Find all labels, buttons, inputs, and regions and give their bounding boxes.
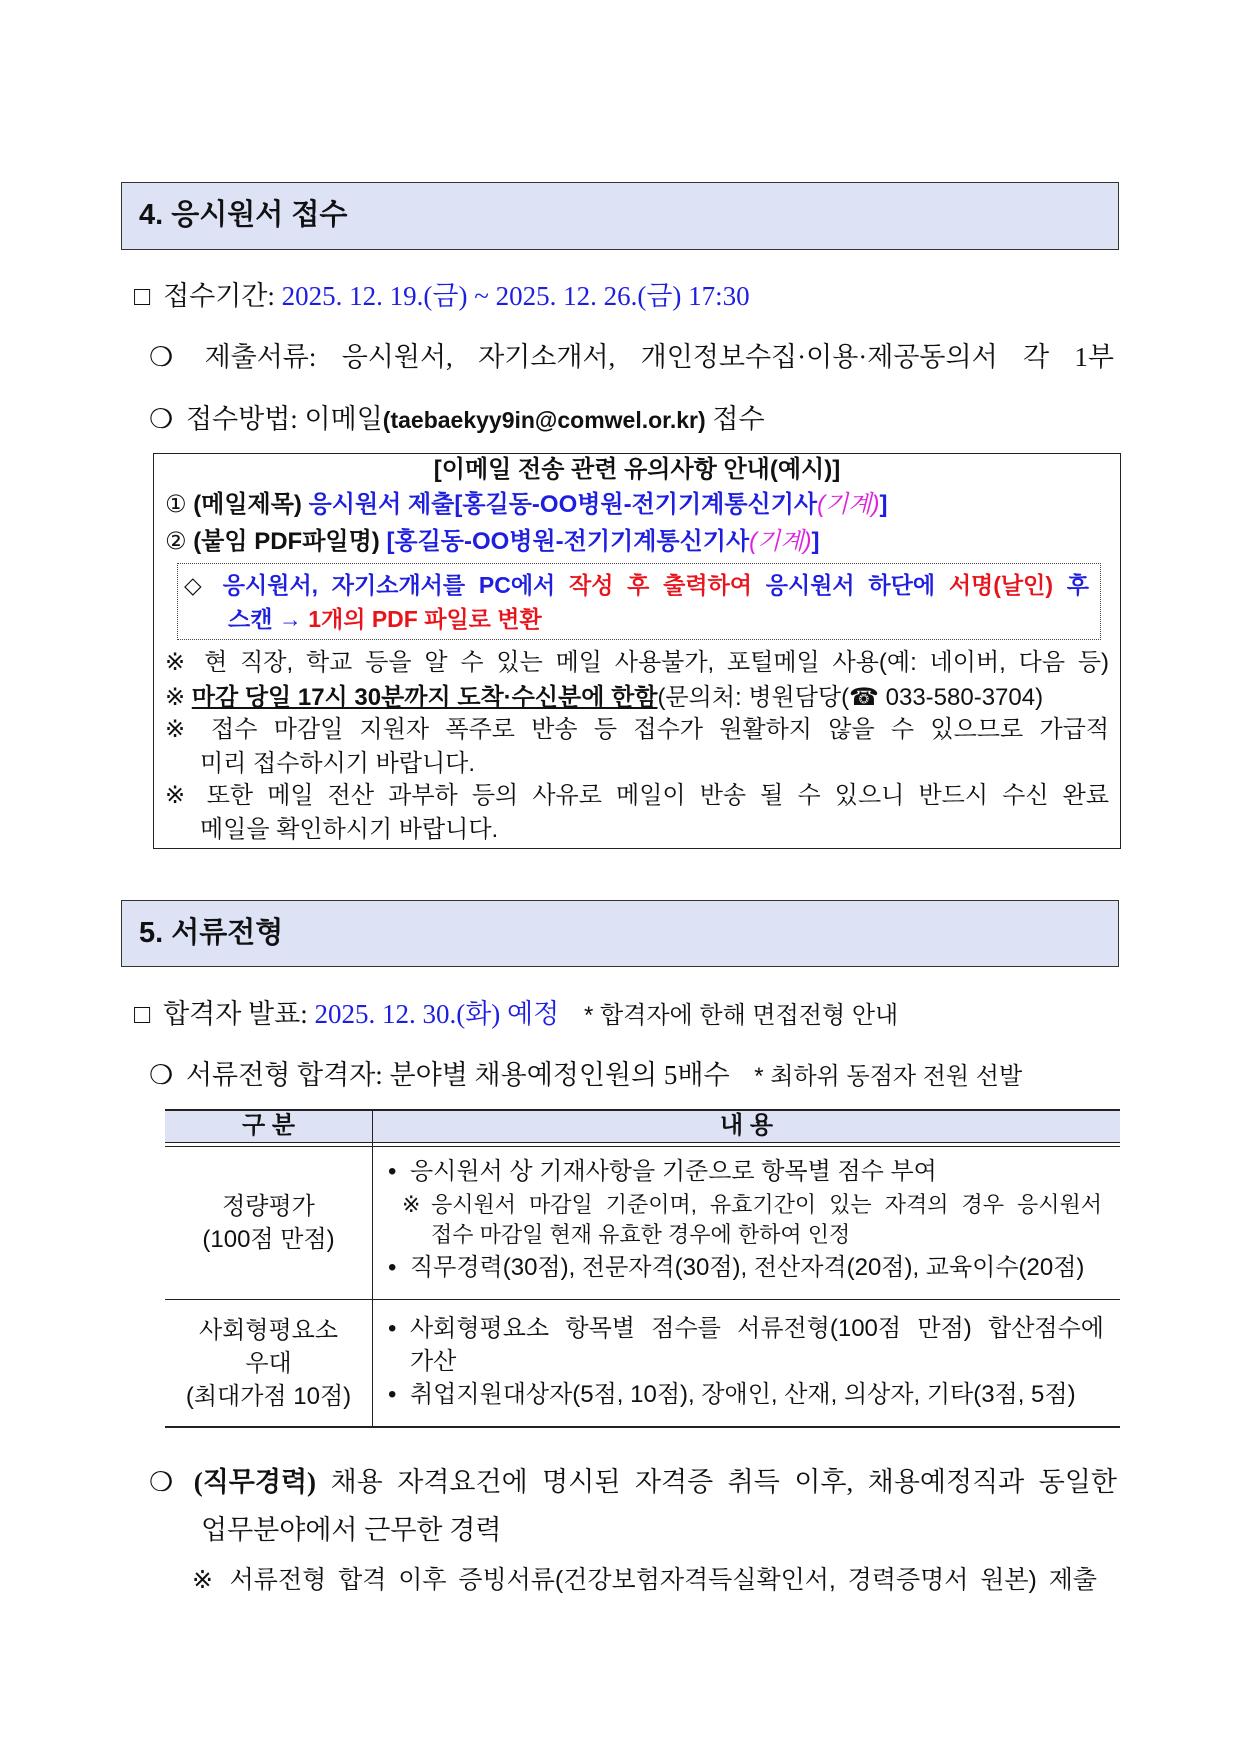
scan-tip-line-1 xyxy=(184,568,1089,602)
receipt-period-line xyxy=(134,276,750,316)
submission-documents-text: 제출서류: 응시원서, 자기소개서, 개인정보수집·이용·제공동의서 각 1부 xyxy=(204,342,1115,372)
circle-bullet-icon: ❍ xyxy=(149,1467,174,1497)
screening-criteria-table xyxy=(165,1109,1120,1429)
screening-passers-note: * 최하위 동점자 전원 선발 xyxy=(754,1063,1023,1090)
section-4-title: 4. 응시원서 접수 xyxy=(139,199,348,231)
bullet-mark: • xyxy=(388,1158,397,1185)
table-bottom-rule xyxy=(165,1426,1120,1428)
table-row-2-item: 사회형평요소 항목별 점수를 서류전형(100점 만점) 합산점수에 xyxy=(410,1315,1104,1342)
reference-mark: ※ xyxy=(165,684,186,711)
category-line: (100점 만점) xyxy=(202,1226,335,1253)
proof-documents-line xyxy=(192,1562,1097,1598)
table-header-category: 구 분 xyxy=(241,1112,296,1139)
announcement-label: 합격자 발표: xyxy=(163,999,308,1029)
announcement-note: * 합격자에 한해 면접전형 안내 xyxy=(583,1002,899,1029)
tip-segment: 작성 후 출력하여 xyxy=(569,572,753,598)
reference-mark: ※ xyxy=(402,1192,421,1217)
notice-note xyxy=(165,713,1109,747)
bullet-mark: • xyxy=(388,1315,397,1342)
receipt-method-label: 접수방법: 이메일 xyxy=(185,404,383,434)
reference-mark: ※ xyxy=(165,716,195,743)
notice-note xyxy=(165,646,1109,680)
mail-subject-value: 응시원서 제출[홍길동-OO병원-전기기계통신기사 xyxy=(308,491,818,518)
notice-note-text: 또한 메일 전산 과부하 등의 사유로 메일이 반송 될 수 있으니 반드시 수신 완료 xyxy=(206,782,1110,809)
section-5-header xyxy=(121,900,1119,967)
bullet-mark: • xyxy=(388,1381,397,1408)
item-label: (메일제목) xyxy=(193,491,302,518)
tip-segment: 응시원서 하단에 xyxy=(765,572,936,598)
proof-documents-text: 서류전형 합격 이후 증빙서류(건강보험자격득실확인서, 경력증명서 원본) 제출 xyxy=(229,1566,1097,1594)
tip-segment: 서명(날인) xyxy=(948,572,1054,598)
screening-passers-text: 서류전형 합격자: 분야별 채용예정인원의 5배수 xyxy=(185,1060,730,1090)
square-bullet-icon: □ xyxy=(134,999,151,1029)
circle-bullet-icon: ❍ xyxy=(149,342,174,372)
bracket-close: ] xyxy=(879,491,888,518)
notice-note-deadline xyxy=(165,681,1043,715)
table-row-1-category xyxy=(165,1147,372,1299)
item-number: ① xyxy=(165,491,187,518)
table-header-content: 내 용 xyxy=(719,1112,774,1139)
receipt-method-line xyxy=(149,399,765,439)
table-row-1-note: 응시원서 마감일 기준이며, 유효기간이 있는 자격의 경우 응시원서 xyxy=(431,1192,1102,1217)
tip-segment: 1개의 PDF 파일로 변환 xyxy=(308,606,542,632)
result-announcement-line xyxy=(134,994,898,1034)
bracket-close: ] xyxy=(811,528,820,555)
career-text: 채용 자격요건에 명시된 자격증 취득 이후, 채용예정직과 동일한 xyxy=(330,1467,1118,1497)
item-number: ② xyxy=(165,528,187,555)
scan-tip-box xyxy=(177,563,1101,640)
career-definition-line xyxy=(149,1462,1117,1502)
section-4-header xyxy=(121,182,1119,250)
table-row-2-item: 취업지원대상자(5점, 10점), 장애인, 산재, 의상자, 기타(3점, 5점) xyxy=(410,1381,1076,1408)
contact-text: (문의처: 병원담당(☎ 033-580-3704) xyxy=(657,684,1044,711)
table-row-1-item: 직무경력(30점), 전문자격(30점), 전산자격(20점), 교육이수(20점) xyxy=(410,1254,1085,1281)
screening-passers-line xyxy=(149,1055,1022,1095)
field-name: (기계) xyxy=(749,528,812,555)
circle-bullet-icon: ❍ xyxy=(149,1060,174,1090)
career-label: (직무경력) xyxy=(193,1467,317,1497)
announcement-date: 2025. 12. 30.(화) 예정 xyxy=(314,999,560,1029)
diamond-icon: ◇ xyxy=(184,572,210,598)
category-line: 사회형평요소 xyxy=(198,1316,339,1344)
category-line: 우대 xyxy=(245,1349,292,1377)
table-column-divider xyxy=(372,1109,373,1427)
category-line: (최대가점 10점) xyxy=(185,1382,352,1410)
deadline-emphasis: 마감 당일 17시 30분까지 도착·수신분에 한함 xyxy=(191,684,658,711)
table-row-1-item: 응시원서 상 기재사항을 기준으로 항목별 점수 부여 xyxy=(410,1158,937,1185)
email-notice-box xyxy=(153,453,1121,849)
receipt-email: (taebaekyy9in@comwel.or.kr) xyxy=(382,407,706,433)
tip-segment: 후 xyxy=(1066,572,1089,598)
notice-note-continuation: 메일을 확인하시기 바랍니다. xyxy=(200,816,499,843)
table-row-2-item-continuation: 가산 xyxy=(410,1348,457,1375)
career-definition-continuation: 업무분야에서 근무한 경력 xyxy=(201,1515,502,1545)
submission-documents-line xyxy=(149,337,1114,377)
reference-mark: ※ xyxy=(165,782,193,809)
notice-item-attachment-name xyxy=(165,525,820,559)
section-5-title: 5. 서류전형 xyxy=(139,917,284,949)
scan-tip-line-2 xyxy=(228,602,542,636)
item-label: (붙임 PDF파일명) xyxy=(193,528,380,555)
notice-note xyxy=(165,779,1109,813)
tip-segment: 응시원서, 자기소개서를 PC에서 xyxy=(222,572,556,598)
receipt-method-suffix: 접수 xyxy=(712,404,765,434)
notice-note-text: 현 직장, 학교 등을 알 수 있는 메일 사용불가, 포털메일 사용(예: 네이버, 다음 등) xyxy=(204,649,1110,676)
table-row-2-category xyxy=(165,1300,372,1426)
notice-title: [이메일 전송 관련 유의사항 안내(예시)] xyxy=(433,456,841,483)
bullet-mark: • xyxy=(388,1254,397,1281)
receipt-period-value: 2025. 12. 19.(금) ~ 2025. 12. 26.(금) 17:30 xyxy=(281,281,750,311)
category-line: 정량평가 xyxy=(222,1193,315,1220)
notice-note-text: 접수 마감일 지원자 폭주로 반송 등 접수가 원활하지 않을 수 있으므로 가급적 xyxy=(211,716,1109,743)
circle-bullet-icon: ❍ xyxy=(149,404,174,434)
table-row-1-note-continuation: 접수 마감일 현재 유효한 경우에 한하여 인정 xyxy=(431,1222,851,1247)
square-bullet-icon: □ xyxy=(134,281,151,311)
attachment-name-value: [홍길동-OO병원-전기기계통신기사 xyxy=(386,528,750,555)
field-name: (기계) xyxy=(817,491,880,518)
notice-note-continuation: 미리 접수하시기 바랍니다. xyxy=(200,750,476,777)
tip-segment: 스캔 → xyxy=(228,606,302,632)
reference-mark: ※ xyxy=(165,649,192,676)
notice-item-mail-subject xyxy=(165,488,887,522)
reference-mark: ※ xyxy=(192,1566,218,1594)
receipt-period-label: 접수기간: xyxy=(163,281,275,311)
